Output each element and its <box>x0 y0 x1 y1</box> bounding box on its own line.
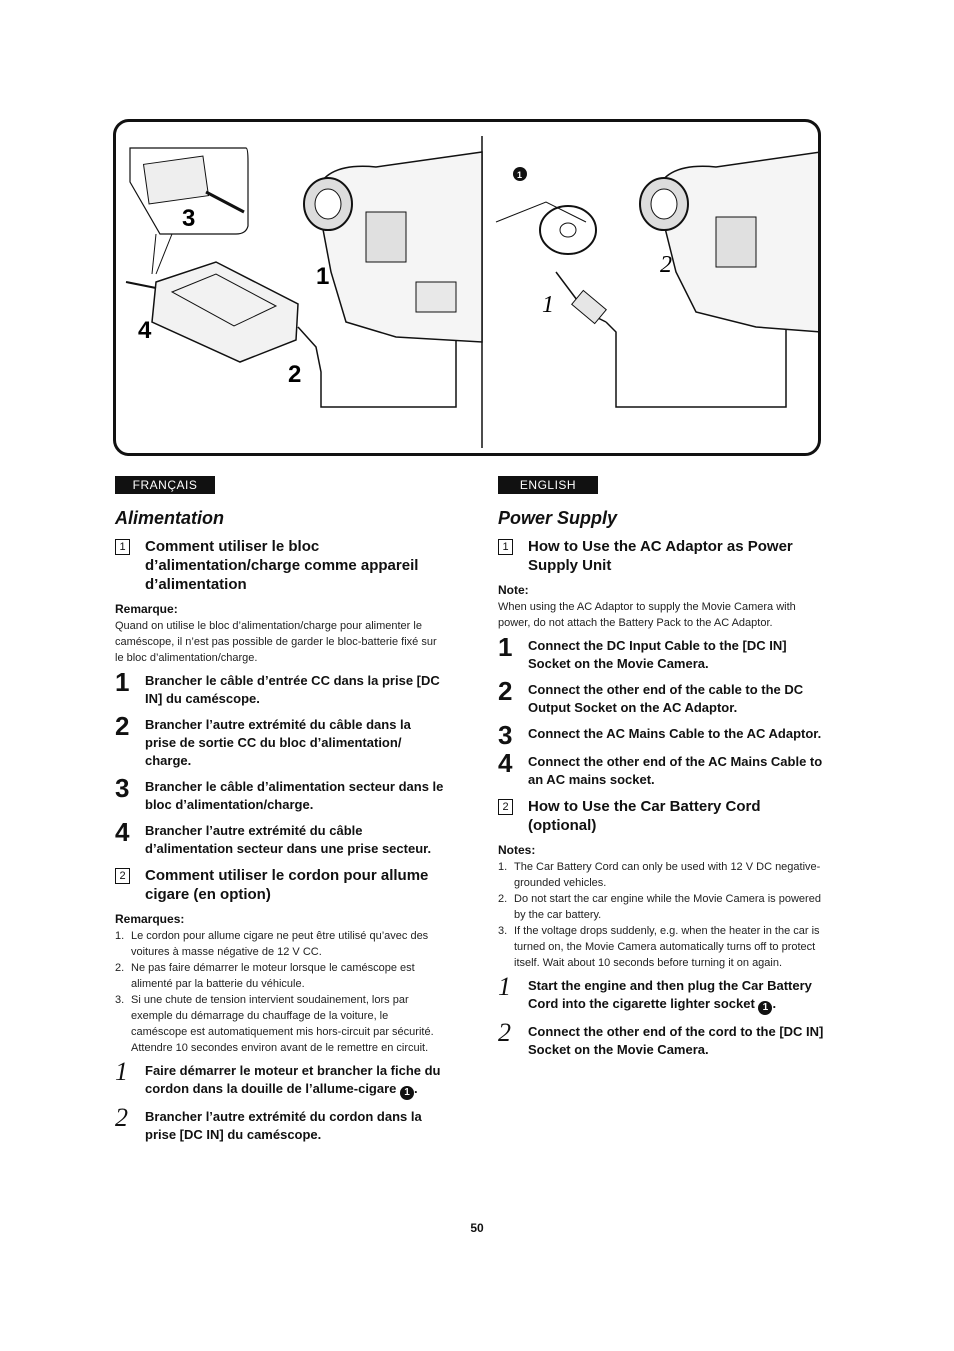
subsection-title: Comment utiliser le cordon pour allume cigare (en option) <box>145 867 429 903</box>
step-text: Brancher le câble d’alimentation secteur dans le bloc d’alimentation/charge. <box>145 779 444 812</box>
connection-diagram <box>116 122 821 456</box>
ac-adaptor-shape <box>152 262 298 362</box>
illustration-panel <box>113 119 821 456</box>
note-label: Remarque: <box>115 602 178 616</box>
car-plug-shape <box>572 290 607 323</box>
step-number: 3 <box>498 720 513 750</box>
step-number: 1 <box>115 1057 128 1086</box>
note-item: 3. If the voltage drops suddenly, e.g. when the heater in the car is turned on, the Movie Camera automatically turns off to protect itself. Wait about 10 seconds before turning it on again. <box>498 925 820 969</box>
step-text: Brancher l’autre extrémité du câble d’alimentation secteur dans une prise secteur. <box>145 823 432 856</box>
step: 1 Start the engine and then plug the Car Battery Cord into the cigarette lighter socket 1 . <box>498 972 812 1013</box>
step-text: Connect the other end of the AC Mains Cable to an AC mains socket. <box>528 754 823 787</box>
note-text: When using the AC Adaptor to supply the Movie Camera with power, do not attach the Battery Pack to the AC Adaptor. <box>498 601 796 629</box>
step <box>498 748 828 789</box>
page-number: 50 <box>470 1221 484 1235</box>
subsection-heading <box>115 537 445 594</box>
step-number: 2 <box>498 676 513 706</box>
step-number: 1 <box>115 667 130 697</box>
boxed-number: 1 <box>115 539 130 555</box>
step-number: 4 <box>115 817 130 847</box>
step-number: 1 <box>498 972 511 1001</box>
section-title: Power Supply <box>498 508 618 528</box>
step <box>498 632 828 673</box>
notes-label: Remarques: <box>115 912 185 926</box>
note-item: 2. Ne pas faire démarrer le moteur lorsque le caméscope est alimenté par la batterie du véhicule. <box>115 962 415 990</box>
subsection-title: How to Use the AC Adaptor as Power Supply Unit <box>528 538 793 574</box>
boxed-number: 2 <box>115 868 130 884</box>
english-column <box>498 476 828 1067</box>
step-text: Connect the AC Mains Cable to the AC Adaptor. <box>528 726 822 741</box>
note-item: 3. Si une chute de tension intervient soudainement, lors par exemple du démarrage du chauffage de la voiture, le caméscope est automatiquement mis hors-circuit par sécurité. Attendre 10 secondes environ avant de le remettre en circuit. <box>115 994 434 1054</box>
step-number: 2 <box>498 1018 511 1047</box>
subsection-title: Comment utiliser le bloc d’alimentation/charge comme appareil d’alimentation <box>145 538 419 593</box>
step <box>115 817 445 858</box>
step-number: 4 <box>498 748 513 778</box>
step <box>498 720 828 750</box>
svg-text:1: 1 <box>517 170 523 180</box>
step-number: 2 <box>115 1103 128 1132</box>
step-number: 3 <box>115 773 130 803</box>
notes-label: Notes: <box>498 843 536 857</box>
notes-list <box>115 928 445 1056</box>
label-1: 1 <box>316 263 330 290</box>
step: 1 Faire démarrer le moteur et brancher la fiche du cordon dans la douille de l’allume-cigare 1 . <box>115 1057 441 1098</box>
step <box>498 1018 828 1059</box>
label-3: 3 <box>182 205 196 232</box>
note-item: 1. The Car Battery Cord can only be used with 12 V DC negative-grounded vehicles. <box>498 861 821 889</box>
note-item: 1. Le cordon pour allume cigare ne peut être utilisé qu’avec des voitures à masse négative de 12 V CC. <box>115 930 429 958</box>
step-text: Connect the other end of the cord to the [DC IN] Socket on the Movie Camera. <box>528 1024 824 1057</box>
step <box>498 676 828 717</box>
step-text: Start the engine and then plug the Car Battery Cord into the cigarette lighter socket <box>528 978 812 1011</box>
french-column <box>115 476 445 1152</box>
step <box>115 667 445 708</box>
marker-1-icon: 1 <box>400 1086 414 1100</box>
step-text: Connect the DC Input Cable to the [DC IN] Socket on the Movie Camera. <box>528 638 787 671</box>
language-tag: FRANÇAIS <box>115 476 215 494</box>
section-title: Alimentation <box>115 508 225 528</box>
note-item: 2. Do not start the car engine while the Movie Camera is powered by the car battery. <box>498 893 821 921</box>
subsection-heading <box>498 797 828 835</box>
marker-1-icon: 1 <box>758 1001 772 1015</box>
note-text: Quand on utilise le bloc d’alimentation/charge pour alimenter le caméscope, il n’est pas possible de garder le bloc-batterie fixé sur le bloc d’alimentation/charge. <box>115 620 437 664</box>
step <box>115 773 445 814</box>
note-label: Note: <box>498 583 529 597</box>
label-2: 2 <box>288 361 302 388</box>
boxed-number: 1 <box>498 539 513 555</box>
step <box>115 711 445 770</box>
step <box>115 1103 445 1144</box>
label-right-2: 2 <box>660 252 672 278</box>
subsection-heading <box>115 866 445 904</box>
notes-list <box>498 859 828 971</box>
language-tag: ENGLISH <box>498 476 598 494</box>
boxed-number: 2 <box>498 799 513 815</box>
step-text: Connect the other end of the cable to the DC Output Socket on the AC Adaptor. <box>528 682 804 715</box>
step-text: Faire démarrer le moteur et brancher la fiche du cordon dans la douille de l’allume-cigare <box>145 1063 441 1096</box>
charger-inset-shape <box>144 156 209 204</box>
label-right-1: 1 <box>542 292 554 318</box>
step-number: 2 <box>115 711 130 741</box>
step-number: 1 <box>498 632 513 662</box>
step-text: Brancher le câble d’entrée CC dans la prise [DC IN] du caméscope. <box>145 673 440 706</box>
subsection-title: How to Use the Car Battery Cord (optional) <box>528 798 761 834</box>
label-4: 4 <box>138 317 152 344</box>
step-text: Brancher l’autre extrémité du cordon dans la prise [DC IN] du caméscope. <box>145 1109 422 1142</box>
step-text: Brancher l’autre extrémité du câble dans la prise de sortie CC du bloc d’alimentation/ charge. <box>145 717 411 768</box>
subsection-heading <box>498 537 828 575</box>
